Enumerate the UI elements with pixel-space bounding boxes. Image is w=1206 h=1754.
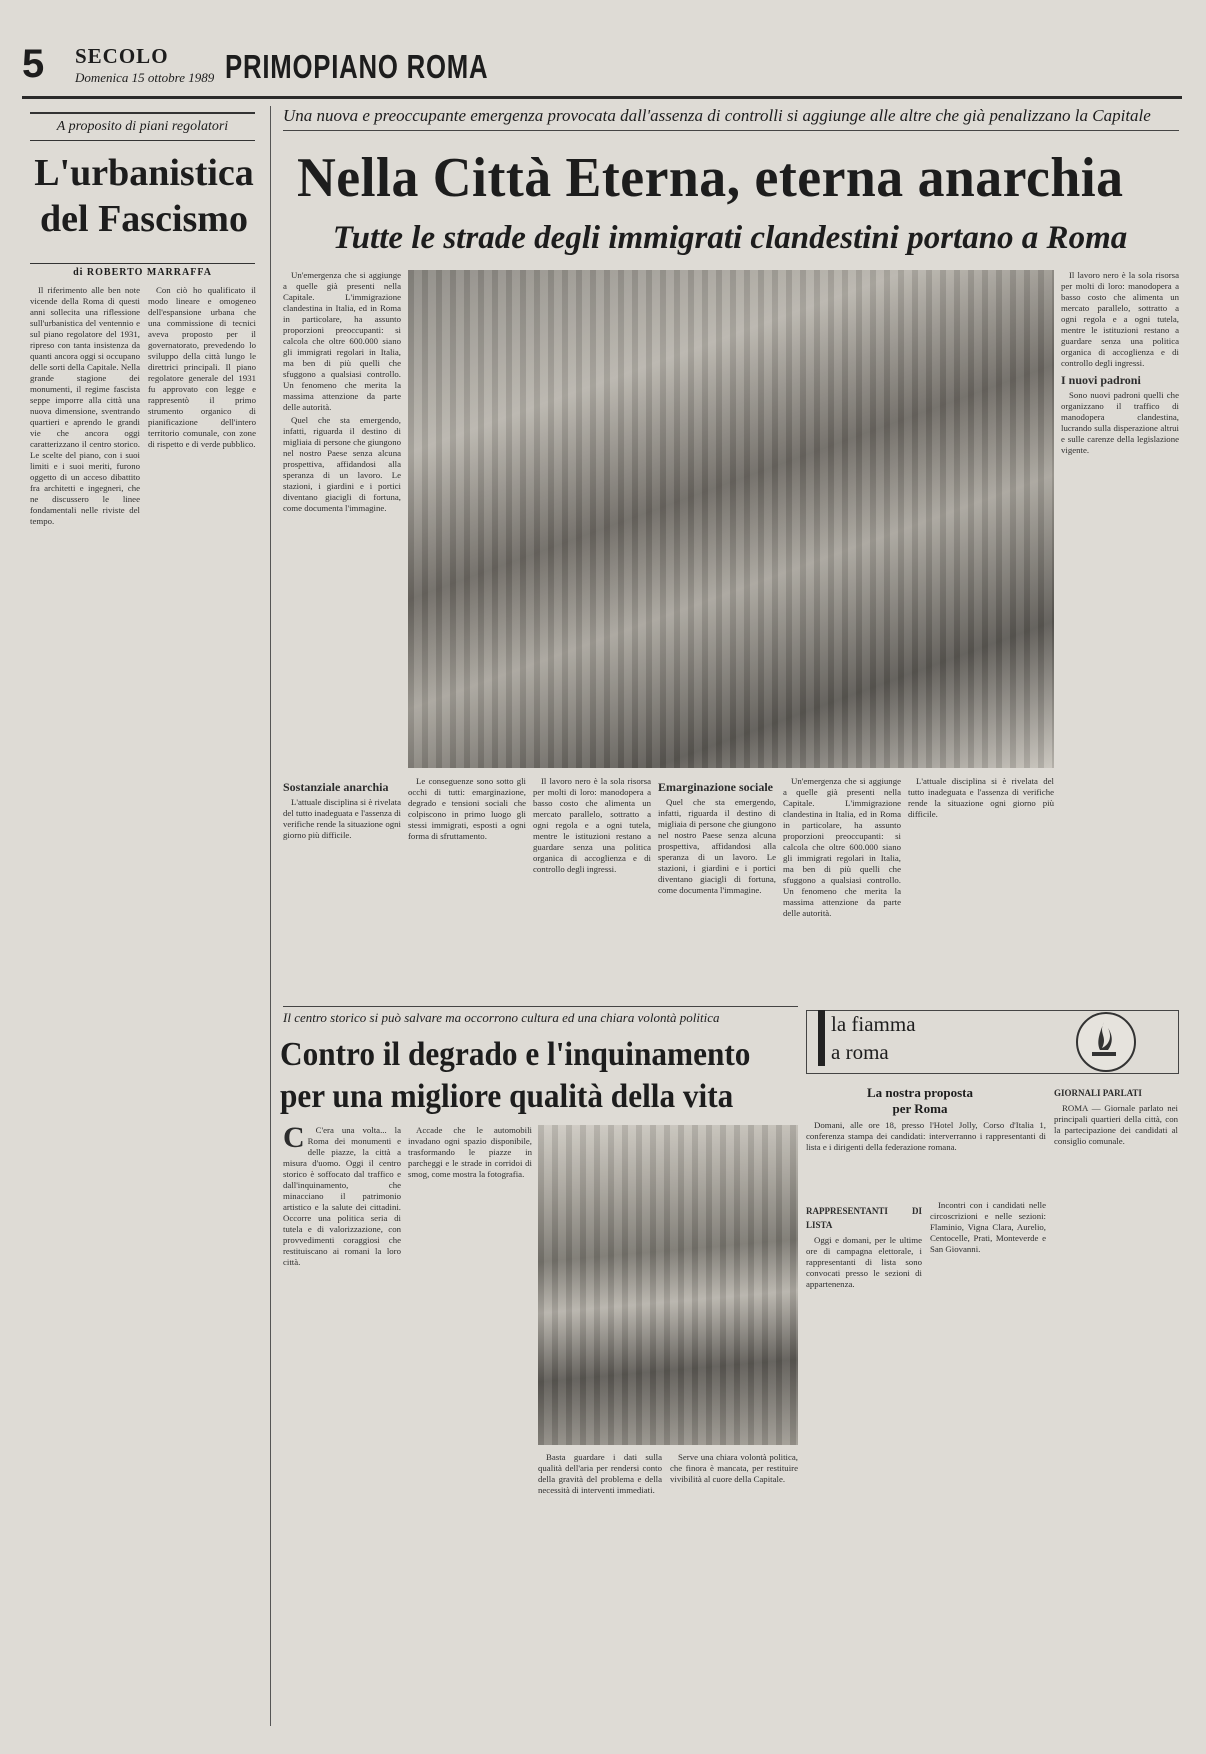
left-article-title bbox=[28, 150, 260, 242]
party-col3 bbox=[1054, 1082, 1178, 1725]
main-col-b6 bbox=[908, 776, 1054, 996]
party-title-line2: a roma bbox=[831, 1040, 889, 1064]
second-col3 bbox=[538, 1452, 662, 1724]
main-col4b-text: L'attuale disciplina si è rivelata del tutto inadeguata e l'assenza di verifiche rende la situazione ogni giorno più difficile. bbox=[908, 776, 1054, 819]
second-title-line1: Contro il degrado e l'inquinamento bbox=[280, 1036, 751, 1073]
main-col4-text: L'attuale disciplina si è rivelata del tutto inadeguata e l'assenza di verifiche rende la situazione ogni giorno più difficile. bbox=[283, 797, 401, 840]
party-col1 bbox=[806, 1200, 922, 1725]
party-heading2: GIORNALI PARLATI bbox=[1054, 1088, 1142, 1098]
subhead-sostanziale-anarchia: Sostanziale anarchia bbox=[283, 780, 389, 794]
traffic-photo bbox=[538, 1125, 798, 1445]
second-article-title bbox=[280, 1034, 758, 1118]
main-col1-text: Un'emergenza che si aggiunge a quelle già presenti nella Capitale. L'immigrazione clandestina in Italia, ed in Roma in particolare, ha assunto proporzioni preoccupanti: si calcola che oltre 600.000 siano gli immigrati regolari in Italia, ma ben di più quelli che sfuggono a qualsiasi controllo. Un fenomeno che merita la massima attenzione da parte delle autorità. bbox=[283, 270, 401, 412]
left-col1-text: Il riferimento alle ben note vicende della Roma di questi anni sollecita una riflessione sull'urbanistica del ventennio e sul piano regolatore del 1931, ripreso con tanta insistenza da quanti ancora oggi si occupano delle sorti della Capitale. Nella grande stagione dei monumenti, il regime fascista seppe imporre alla città una nuova dimensione, sventrando quartieri e aprendo le grandi vie che ancora oggi caratterizzano il centro storico. Le scelte del piano, con i suoi limiti e i suoi meriti, furono oggetto di un acceso dibattito fra architetti e ingegneri, che ne discussero le linee fondamentali nelle riviste del tempo. bbox=[30, 285, 140, 526]
immigrants-photo bbox=[408, 270, 1054, 768]
proposal-title: La nostra proposta bbox=[867, 1085, 973, 1100]
second-col2 bbox=[408, 1125, 532, 1725]
main-article-kicker: Una nuova e preoccupante emergenza provocata dall'assenza di controlli si aggiunge alle altre che già penalizzano la Capitale bbox=[283, 106, 1179, 131]
main-col-right bbox=[1061, 270, 1179, 1010]
drop-cap: C bbox=[283, 1125, 305, 1154]
party-text1: Domani, alle ore 18, presso l'Hotel Jolly, Corso d'Italia 1, conferenza stampa dei candidati: interverranno i rappresentanti di lista e i dirigenti della federazione romana. bbox=[806, 1120, 1046, 1152]
main-col-b4 bbox=[658, 776, 776, 996]
section-title: PRIMOPIANO ROMA bbox=[225, 48, 489, 85]
second-col1-text: C'era una volta... la Roma dei monumenti e delle piazze, la città a misura d'uomo. Oggi il centro storico è soffocato dal traffico e dall'inquinamento, che minacciano il patrimonio artistico e la salute dei cittadini. Occorre una politica seria di tutela e di valorizzazione, con provvedimenti coraggiosi che restituiscano ai romani la loro città. bbox=[283, 1125, 401, 1267]
flame-icon bbox=[1078, 1014, 1130, 1066]
proposal-heading bbox=[820, 1085, 1020, 1117]
left-article-kicker: A proposito di piani regolatori bbox=[30, 112, 255, 141]
second-col2-text: Accade che le automobili invadano ogni spazio disponibile, trasformando le piazze in parcheggi e le strade in corridoi di smog, come mostra la fotografia. bbox=[408, 1125, 532, 1179]
party-box-title bbox=[818, 1010, 916, 1066]
main-col5-text: Le conseguenze sono sotto gli occhi di tutti: emarginazione, degrado e tensioni sociali che colpiscono in primo luogo gli stessi immigrati, esposti a ogni forma di sfruttamento. bbox=[408, 776, 526, 841]
proposal-subtitle: per Roma bbox=[892, 1101, 948, 1116]
party-col2 bbox=[930, 1200, 1046, 1725]
left-col2-text: Con ciò ho qualificato il modo lineare e omogeneo dell'espansione urbana che una commissione di tecnici aveva proposto per il governatorato, prevedendo lo sviluppo della città lungo le direttrici principali. Il piano regolatore generale del 1931 fu approvato con legge e rappresentò il primo strumento organico di pianificazione dell'intero territorio comunale, con zone di rispetto e di verde pubblico. bbox=[148, 285, 256, 449]
masthead-rule bbox=[22, 96, 1182, 99]
main-col2b-text: Quel che sta emergendo, infatti, riguarda il destino di migliaia di persone che giungono nel nostro Paese senza alcuna prospettiva, affidandosi alla speranza di un lavoro. Le stazioni, i giardini e i portici diventano giacigli di fortuna, come documenta l'immagine. bbox=[658, 797, 776, 895]
main-col3b-text: Il lavoro nero è la sola risorsa per molti di loro: manodopera a basso costo che alimenta un mercato parallelo, sottratto a ogni regola e a ogni tutela, mentre le istituzioni restano a guardare senza una politica organica di accoglienza e di controllo degli ingressi. bbox=[533, 776, 651, 874]
second-col3-text: Basta guardare i dati sulla qualità dell'aria per rendersi conto della gravità del problema e della necessità di interventi immediati. bbox=[538, 1452, 662, 1495]
column-divider bbox=[270, 106, 271, 1726]
left-article-col2 bbox=[148, 285, 256, 1725]
main-col-b2 bbox=[408, 776, 526, 996]
issue-date: Domenica 15 ottobre 1989 bbox=[75, 70, 215, 85]
main-col1 bbox=[283, 270, 401, 810]
party-intro bbox=[806, 1120, 1046, 1194]
main-article-title: Nella Città Eterna, eterna anarchia bbox=[297, 147, 1124, 209]
party-title-line1: la fiamma bbox=[831, 1012, 916, 1036]
main-col-b3 bbox=[533, 776, 651, 996]
page-number: 5 bbox=[22, 42, 45, 86]
main-col2-text: Quel che sta emergendo, infatti, riguarda il destino di migliaia di persone che giungono nel nostro Paese senza alcuna prospettiva, affidandosi alla speranza di un lavoro. Le stazioni, i giardini e i portici diventano giacigli di fortuna, come documenta l'immagine. bbox=[283, 415, 401, 513]
party-heading1: RAPPRESENTANTI DI LISTA bbox=[806, 1206, 922, 1230]
paper-name: SECOLO bbox=[75, 44, 169, 68]
main-col1b-text: Un'emergenza che si aggiunge a quelle già presenti nella Capitale. L'immigrazione clandestina in Italia, ed in Roma in particolare, ha assunto proporzioni preoccupanti: si calcola che oltre 600.000 siano gli immigrati regolari in Italia, ma ben di più quelli che sfuggono a qualsiasi controllo. Un fenomeno che merita la massima attenzione da parte delle autorità. bbox=[783, 776, 901, 918]
second-col1 bbox=[283, 1125, 401, 1725]
main-col-b5 bbox=[783, 776, 901, 996]
subhead-nuovi-padroni: I nuovi padroni bbox=[1061, 373, 1141, 387]
second-col4 bbox=[670, 1452, 798, 1724]
subhead-emarginazione: Emarginazione sociale bbox=[658, 780, 773, 794]
left-title-line2: del Fascismo bbox=[40, 198, 248, 240]
main-col3-text: Il lavoro nero è la sola risorsa per molti di loro: manodopera a basso costo che alimenta un mercato parallelo, sottratto a ogni regola e a ogni tutela, mentre le istituzioni restano a guardare senza una politica organica di accoglienza e di controllo degli ingressi. bbox=[1061, 270, 1179, 368]
left-article-byline: di ROBERTO MARRAFFA bbox=[30, 263, 255, 278]
main-col6-text: Sono nuovi padroni quelli che organizzano il traffico di manodopera clandestina, lucrando sulla disperazione altrui e sulle carenze della legislazione vigente. bbox=[1061, 390, 1179, 455]
flame-logo-icon bbox=[1076, 1012, 1136, 1072]
second-col4-text: Serve una chiara volontà politica, che finora è mancata, per restituire vivibilità al cuore della Capitale. bbox=[670, 1452, 798, 1484]
party-text3: Incontri con i candidati nelle circoscrizioni e nelle sezioni: Flaminio, Vigna Clara, Aurelio, Centocelle, Prati, Monteverde e San Giovanni. bbox=[930, 1200, 1046, 1254]
party-text4: ROMA — Giornale parlato nei principali quartieri della città, con la partecipazione dei candidati al consiglio comunale. bbox=[1054, 1103, 1178, 1146]
main-article-subtitle: Tutte le strade degli immigrati clandestini portano a Roma bbox=[332, 220, 1128, 256]
left-article-col1 bbox=[30, 285, 140, 1725]
main-col-b1 bbox=[283, 776, 401, 996]
party-text2: Oggi e domani, per le ultime ore di campagna elettorale, i rappresentanti di lista sono convocati presso le sezioni di appartenenza. bbox=[806, 1235, 922, 1289]
second-article-kicker: Il centro storico si può salvare ma occorrono cultura ed una chiara volontà politica bbox=[283, 1006, 798, 1026]
second-title-line2: per una migliore qualità della vita bbox=[280, 1078, 734, 1115]
left-title-line1: L'urbanistica bbox=[34, 152, 254, 194]
